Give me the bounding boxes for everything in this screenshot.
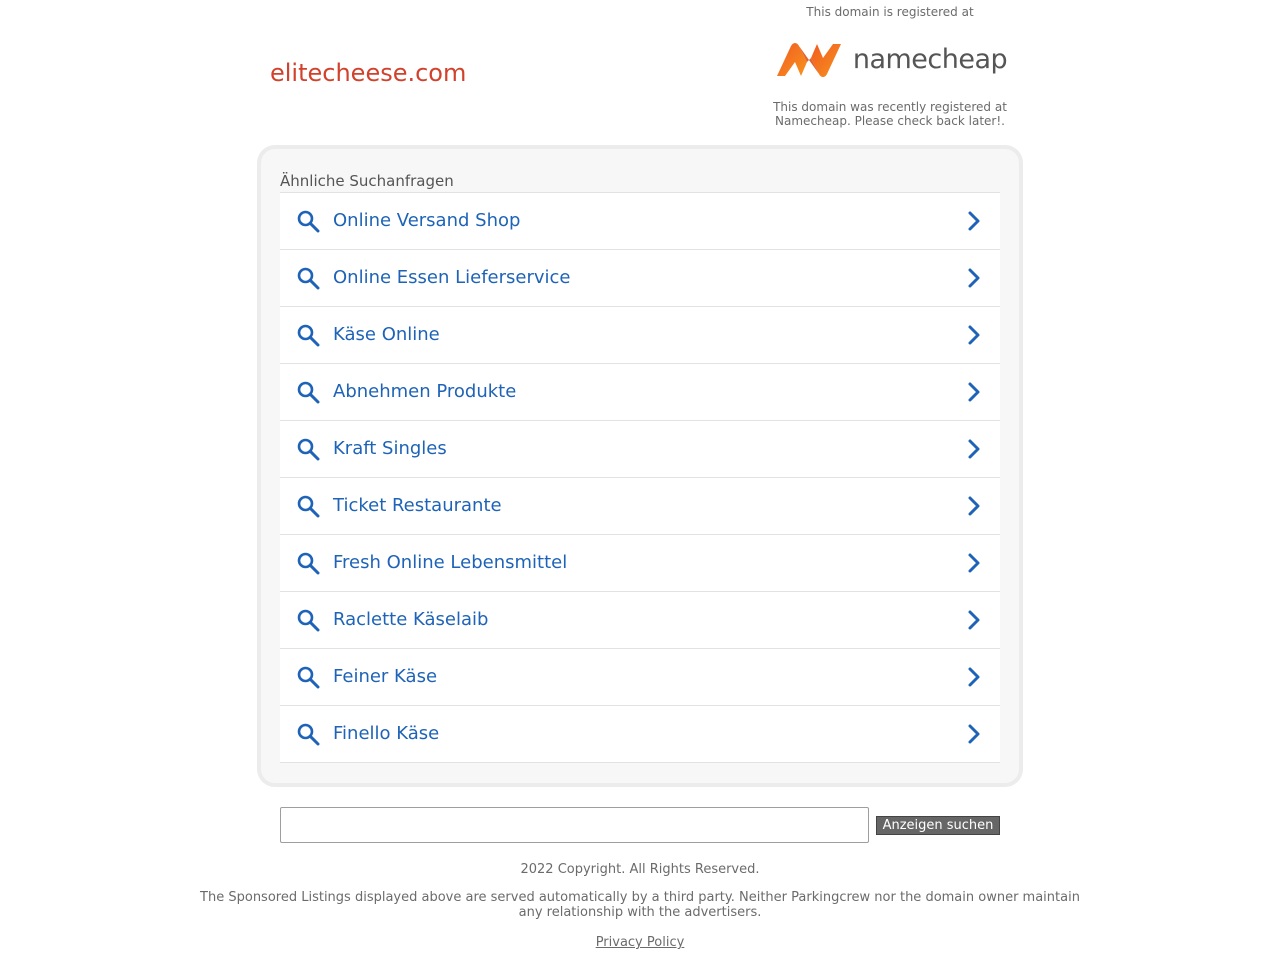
search-button[interactable]: Anzeigen suchen	[876, 816, 1000, 835]
related-search-link[interactable]	[280, 364, 1000, 421]
related-search-link[interactable]	[280, 478, 1000, 535]
related-search-label: Abnehmen Produkte	[333, 381, 517, 402]
search-icon	[295, 550, 321, 576]
related-search-link[interactable]	[280, 307, 1000, 364]
related-search-label: Kraft Singles	[333, 438, 447, 459]
related-search-label: Raclette Käselaib	[333, 609, 489, 630]
related-search-link[interactable]	[280, 250, 1000, 307]
related-searches-list	[280, 192, 1000, 763]
domain-name[interactable]: elitecheese.com	[270, 59, 467, 87]
related-search-label: Fresh Online Lebensmittel	[333, 552, 568, 573]
related-search-label: Finello Käse	[333, 723, 440, 744]
search-icon	[295, 265, 321, 291]
search-input[interactable]	[280, 807, 869, 843]
related-search-label: Käse Online	[333, 324, 440, 345]
search-icon	[295, 208, 321, 234]
registrar-box	[760, 4, 1020, 128]
search-icon	[295, 379, 321, 405]
chevron-right-icon	[964, 323, 984, 347]
related-searches-panel	[257, 145, 1023, 787]
related-search-label: Ticket Restaurante	[333, 495, 502, 516]
related-search-link[interactable]	[280, 535, 1000, 592]
related-search-link[interactable]	[280, 592, 1000, 649]
chevron-right-icon	[964, 608, 984, 632]
namecheap-logo-icon	[773, 40, 845, 80]
chevron-right-icon	[964, 665, 984, 689]
namecheap-logo-text: namecheap	[852, 44, 1008, 75]
search-icon	[295, 322, 321, 348]
related-search-label: Online Versand Shop	[333, 210, 521, 231]
related-search-link[interactable]	[280, 421, 1000, 478]
namecheap-logo[interactable]	[760, 28, 1020, 92]
chevron-right-icon	[964, 494, 984, 518]
chevron-right-icon	[964, 209, 984, 233]
search-icon	[295, 664, 321, 690]
search-icon	[295, 721, 321, 747]
related-search-label: Feiner Käse	[333, 666, 438, 687]
related-search-link[interactable]	[280, 649, 1000, 706]
ad-search-form	[280, 807, 1000, 843]
search-icon	[295, 436, 321, 462]
disclaimer-text: The Sponsored Listings displayed above are served automatically by a third party. Neither Parkingcrew nor the domain owner maintain any relationship with the advertisers.	[200, 890, 1080, 920]
related-search-label: Online Essen Lieferservice	[333, 267, 571, 288]
search-icon	[295, 493, 321, 519]
chevron-right-icon	[964, 266, 984, 290]
related-search-link[interactable]	[280, 706, 1000, 763]
registrar-note: This domain was recently registered at Namecheap. Please check back later!.	[773, 100, 1007, 128]
chevron-right-icon	[964, 551, 984, 575]
copyright-text: 2022 Copyright. All Rights Reserved.	[520, 862, 760, 877]
header	[0, 0, 1280, 130]
search-icon	[295, 607, 321, 633]
related-search-link[interactable]	[280, 193, 1000, 250]
chevron-right-icon	[964, 380, 984, 404]
registered-at-text: This domain is registered at	[806, 5, 974, 19]
chevron-right-icon	[964, 722, 984, 746]
footer	[0, 860, 1280, 952]
chevron-right-icon	[964, 437, 984, 461]
related-searches-title: Ähnliche Suchanfragen	[280, 172, 454, 190]
privacy-policy-link[interactable]: Privacy Policy	[595, 935, 685, 950]
